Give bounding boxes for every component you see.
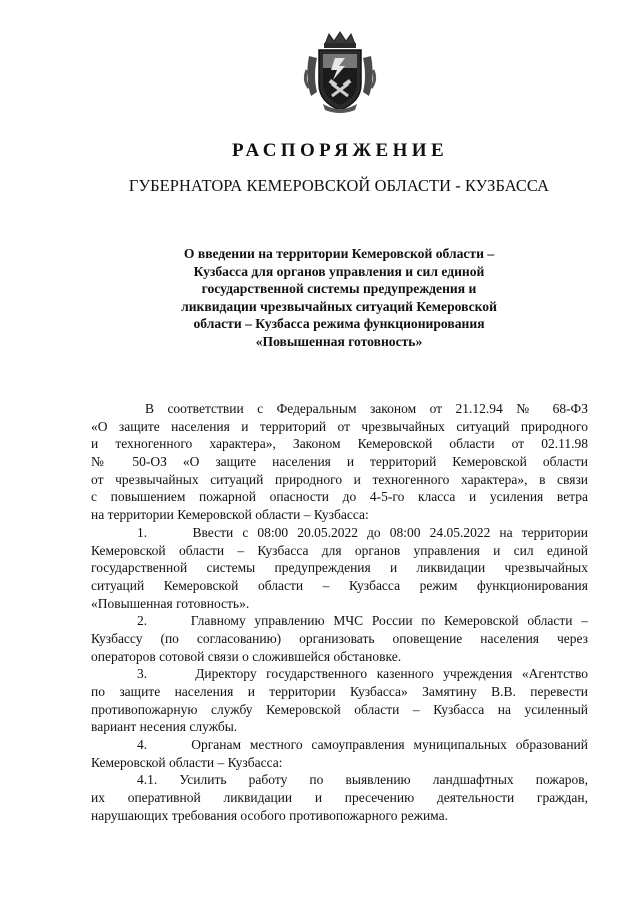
text-line: В соответствии с Федеральным законом от 21.12.94 № 68-ФЗ xyxy=(145,401,588,416)
text-line: «О защите населения и территорий от чрезвычайных ситуаций природного xyxy=(91,418,588,434)
title-line: «Повышенная готовность» xyxy=(255,333,423,349)
text-line: операторов сотовой связи о сложившейся обстановке. xyxy=(91,648,402,664)
title-line: Кузбасса для органов управления и сил единой xyxy=(193,263,485,279)
text-line: от чрезвычайных ситуаций природного и техногенного характера», в связи xyxy=(91,471,588,487)
document-title xyxy=(150,245,528,351)
item-2-paragraph xyxy=(91,612,588,665)
text-line: государственной системы предупреждения и ликвидации чрезвычайных xyxy=(91,560,588,576)
text-line: и техногенного характера», Законом Кемеровской области от 02.11.98 xyxy=(91,436,588,452)
text-line: Кузбассу (по согласованию) организовать оповещение населения через xyxy=(91,630,588,646)
text-line: ситуаций Кемеровской области – Кузбасса режим функционирования xyxy=(91,577,588,593)
text-line: 4.1. Усилить работу по выявлению ландшафтных пожаров, xyxy=(137,772,588,788)
text-line: 3. Директору государственного казенного учреждения «Агентство xyxy=(137,666,588,682)
text-line: по защите населения и территории Кузбасса» Замятину В.В. перевести xyxy=(91,684,588,699)
item-4-1-paragraph xyxy=(91,771,588,824)
text-line: противопожарную службу Кемеровской области – Кузбасса на усиленный xyxy=(91,701,588,717)
text-line: «Повышенная готовность». xyxy=(91,595,250,611)
text-line: Кемеровской области – Кузбасса: xyxy=(91,754,283,770)
text-line: № 50-ОЗ «О защите населения и территорий Кемеровской области xyxy=(91,454,588,470)
text-line: 2. Главному управлению МЧС России по Кемеровской области – xyxy=(137,613,588,629)
item-3-paragraph xyxy=(91,665,588,736)
text-line: на территории Кемеровской области – Кузбасса: xyxy=(91,507,369,523)
text-line: 1. Ввести с 08:00 20.05.2022 до 08:00 24.05.2022 на территории xyxy=(137,524,588,540)
document-body xyxy=(91,400,588,825)
title-line: области – Кузбасса режима функционирования xyxy=(193,316,485,332)
document-type-heading: РАСПОРЯЖЕНИЕ xyxy=(231,140,449,161)
text-line: 4. Органам местного самоуправления муниципальных образований xyxy=(137,737,588,753)
title-line: ликвидации чрезвычайных ситуаций Кемеровской xyxy=(181,298,497,314)
kuzbass-coat-of-arms-icon xyxy=(299,30,381,114)
title-line: государственной системы предупреждения и xyxy=(201,281,477,297)
preamble-paragraph xyxy=(91,400,588,524)
text-line: Кемеровской области – Кузбасса для органов управления и сил единой xyxy=(91,542,588,558)
text-line: их оперативной ликвидации и пресечению деятельности граждан, xyxy=(91,790,588,806)
item-4-paragraph xyxy=(91,736,588,771)
title-line: О введении на территории Кемеровской области – xyxy=(183,246,495,261)
item-1-paragraph xyxy=(91,524,588,612)
text-line: нарушающих требования особого противопожарного режима. xyxy=(91,807,448,823)
document-issuer: ГУБЕРНАТОРА КЕМЕРОВСКОЙ ОБЛАСТИ - КУЗБАССА xyxy=(128,176,550,195)
text-line: вариант несения службы. xyxy=(91,719,238,735)
text-line: с повышением пожарной опасности до 4-5-го класса и усиления ветра xyxy=(91,489,588,505)
